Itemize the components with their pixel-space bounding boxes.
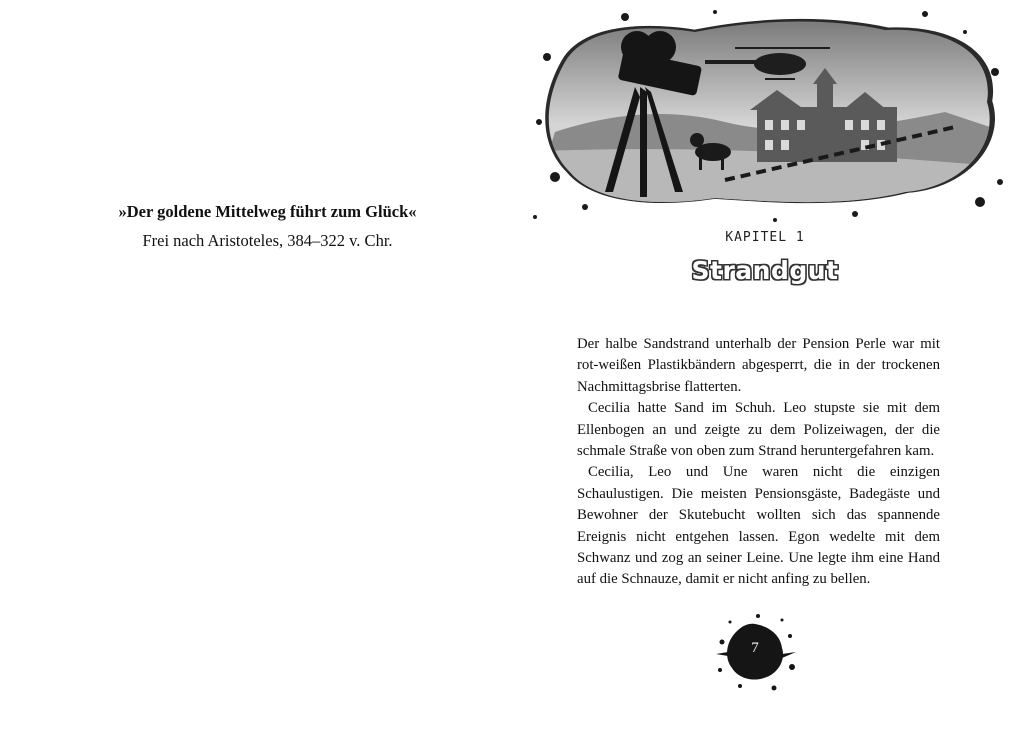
chapter-title: Strandgut — [691, 256, 839, 285]
epigraph-quote: »Der goldene Mittelweg führt zum Glück« — [118, 202, 417, 221]
epigraph-attribution: Frei nach Aristoteles, 384–322 v. Chr. — [142, 231, 393, 250]
right-page — [510, 0, 1020, 738]
chapter-illustration — [525, 2, 1005, 227]
chapter-label: KAPITEL 1 — [725, 230, 805, 245]
page-number-badge — [710, 612, 800, 692]
chapter-body — [577, 334, 940, 591]
paragraph: Cecilia hatte Sand im Schuh. Leo stupste sie mit dem Ellenbogen an und zeigte zu dem Polizeiwagen, der die schmale Straße von oben zum Strand heruntergefahren kam. — [577, 400, 940, 460]
paragraph: Der halbe Sandstrand unterhalb der Pension Perle war mit rot-weißen Plastikbändern abgesperrt, die in der trockenen Nachmittagsbrise flatterten. — [577, 336, 940, 395]
paragraph: Cecilia, Leo und Une waren nicht die einzigen Schaulustigen. Die meisten Pensionsgäste, Badegäste und Bewohner der Skutebucht wollten sich das spannende Ereignis nicht entgehen lassen. Egon wedelte mit dem Schwanz und zog an seiner Leine. Une legte ihm eine Hand auf die Schnauze, damit er nicht anfing zu bellen. — [577, 464, 940, 588]
epigraph — [60, 200, 475, 256]
page-number: 7 — [751, 640, 759, 656]
